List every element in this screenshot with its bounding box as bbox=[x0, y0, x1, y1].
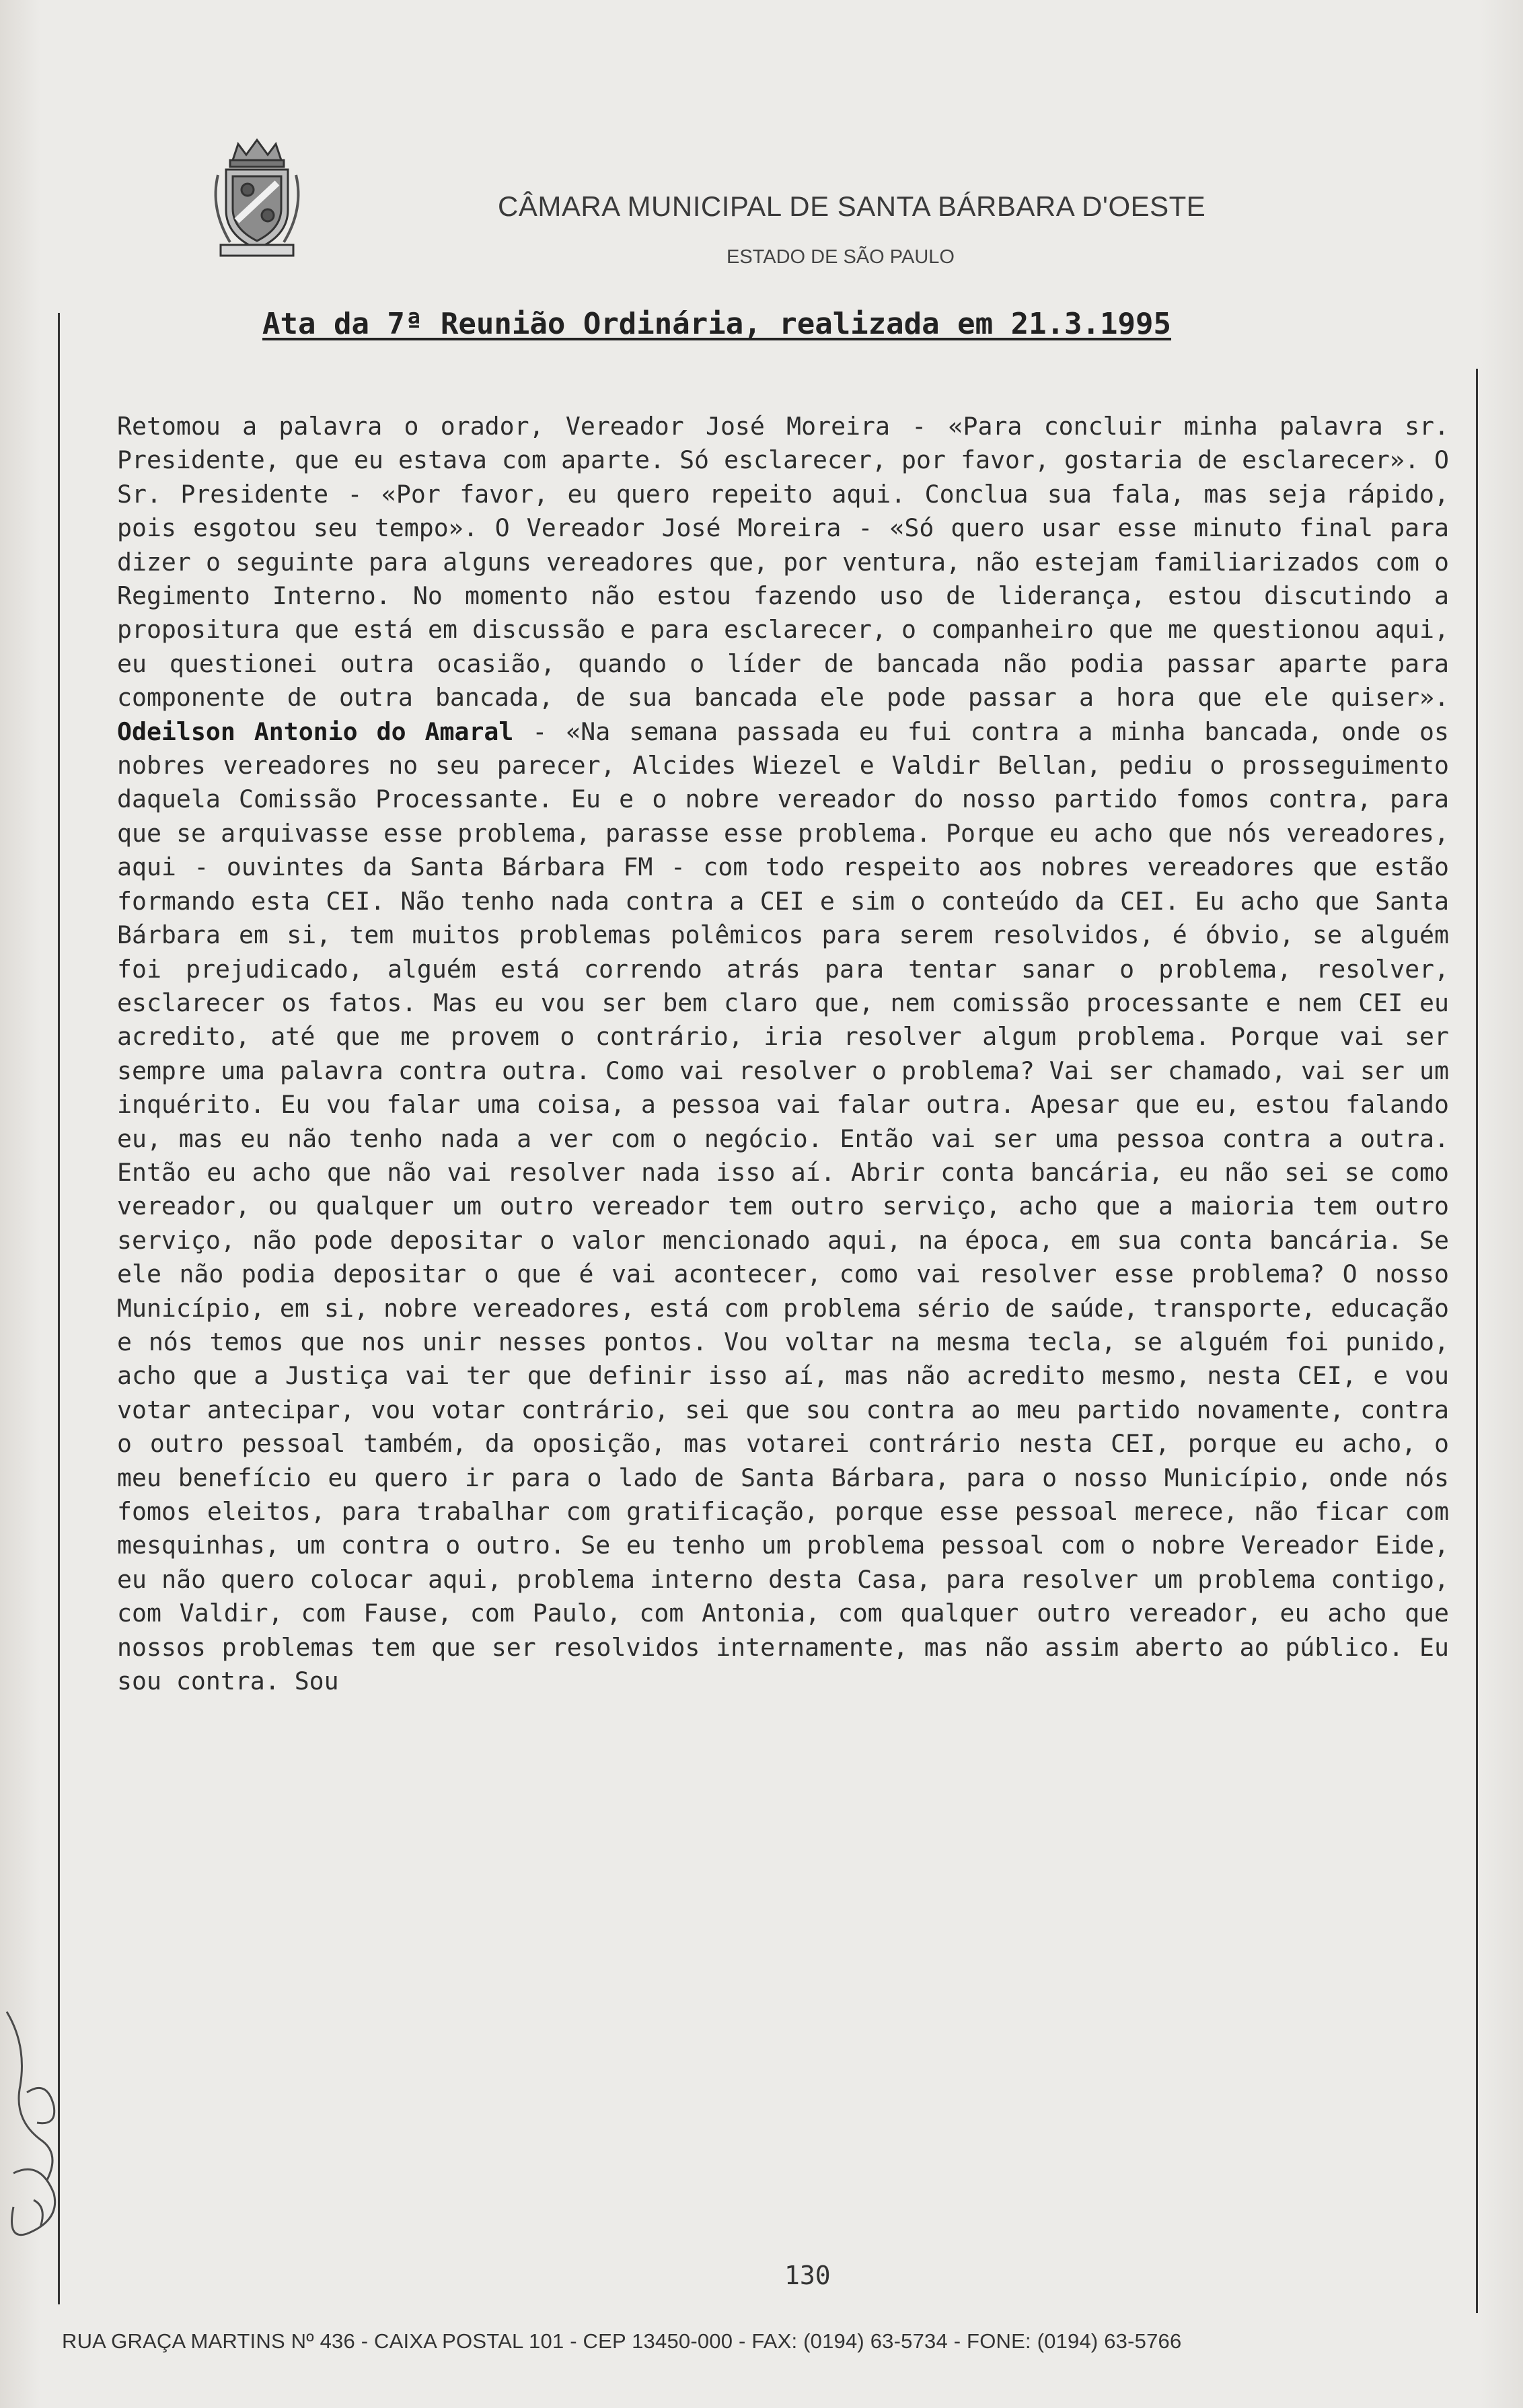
page-number: 130 bbox=[784, 2261, 831, 2290]
municipal-coat-of-arms-icon bbox=[206, 135, 308, 260]
signature-mark-icon bbox=[0, 2005, 81, 2261]
minutes-body bbox=[117, 410, 1449, 1698]
minutes-title: Ata da 7ª Reunião Ordinária, realizada em 21.3.1995 bbox=[262, 307, 1172, 341]
institution-state: ESTADO DE SÃO PAULO bbox=[727, 246, 955, 268]
institution-name: CÂMARA MUNICIPAL DE SANTA BÁRBARA D'OESTE bbox=[498, 190, 1206, 222]
right-margin-rule bbox=[1476, 369, 1478, 2313]
speaker-name: Odeilson Antonio do Amaral bbox=[117, 717, 514, 746]
address-footer: RUA GRAÇA MARTINS Nº 436 - CAIXA POSTAL 101 - CEP 13450-000 - FAX: (0194) 63-5734 - FONE: (0194) 63-5766 bbox=[62, 2329, 1182, 2353]
minutes-text-part2: - «Na semana passada eu fui contra a minha bancada, onde os nobres vereadores no seu parecer, Alcides Wiezel e Valdir Bellan, pediu o prosseguimento daquela Comissão Processante. Eu e o nobre vereador do nosso partido fomos contra, para que se arquivasse esse problema, parasse esse problema. Porque eu acho que nós vereadores, aqui - ouvintes da Santa Bárbara FM - com todo respeito aos nobres vereadores que estão formando esta CEI. Não tenho nada contra a CEI e sim o conteúdo da CEI. Eu acho que Santa Bárbara em si, tem muitos problemas polêmicos para serem resolvidos, é óbvio, se alguém foi prejudicado, alguém está correndo atrás para tentar sanar o problema, resolver, esclarecer os fatos. Mas eu vou ser bem claro que, nem comissão processante e nem CEI eu acredito, até que me provem o contrário, iria resolver algum problema. Porque vai ser sempre uma palavra contra outra. Como vai resolver o problema? Vai ser chamado, vai ser um inquérito. Eu vou falar uma coisa, a pessoa vai falar outra. Apesar que eu, estou falando eu, mas eu não tenho nada a ver com o negócio. Então vai ser uma pessoa contra a outra. Então eu acho que não vai resolver nada isso aí. Abrir conta bancária, eu não sei se como vereador, ou qualquer um outro vereador tem outro serviço, acho que a maioria tem outro serviço, não pode depositar o valor mencionado aqui, na época, em sua conta bancária. Se ele não podia depositar o que é vai acontecer, como vai resolver esse problema? O nosso Município, em si, nobre vereadores, está com problema sério de saúde, transporte, educação e nós temos que nos unir nesses pontos. Vou voltar na mesma tecla, se alguém foi punido, acho que a Justiça vai ter que definir isso aí, mas não acredito mesmo, nesta CEI, e vou votar antecipar, vou votar contrário, sei que sou contra ao meu partido novamente, contra o outro pessoal também, da oposição, mas votarei contrário nesta CEI, porque eu acho, o meu benefício eu quero ir para o lado de Santa Bárbara, para o nosso Município, onde nós fomos eleitos, para trabalhar com gratificação, porque esse pessoal merece, não ficar com mesquinhas, um contra o outro. Se eu tenho um problema pessoal com o nobre Vereador Eide, eu não quero colocar aqui, problema interno desta Casa, para resolver um problema contigo, com Valdir, com Fause, com Paulo, com Antonia, com qualquer outro vereador, eu acho que nossos problemas tem que ser resolvidos internamente, mas não assim aberto ao público. Eu sou contra. Sou bbox=[117, 717, 1449, 1696]
minutes-text-part1: Retomou a palavra o orador, Vereador José Moreira - «Para concluir minha palavra sr. Presidente, que eu estava com aparte. Só esclarecer, por favor, gostaria de esclarecer». O Sr. Presidente - «Por favor, eu quero repeito aqui. Conclua sua fala, mas seja rápido, pois esgotou seu tempo». O Vereador José Moreira - «Só quero usar esse minuto final para dizer o seguinte para alguns vereadores que, por ventura, não estejam familiarizados com o Regimento Interno. No momento não estou fazendo uso de liderança, estou discutindo a propositura que está em discussão e para esclarecer, o companheiro que me questionou aqui, eu questionei outra ocasião, quando o líder de bancada não podia passar aparte para componente de outra bancada, de sua bancada ele pode passar a hora que ele quiser». bbox=[117, 412, 1449, 713]
